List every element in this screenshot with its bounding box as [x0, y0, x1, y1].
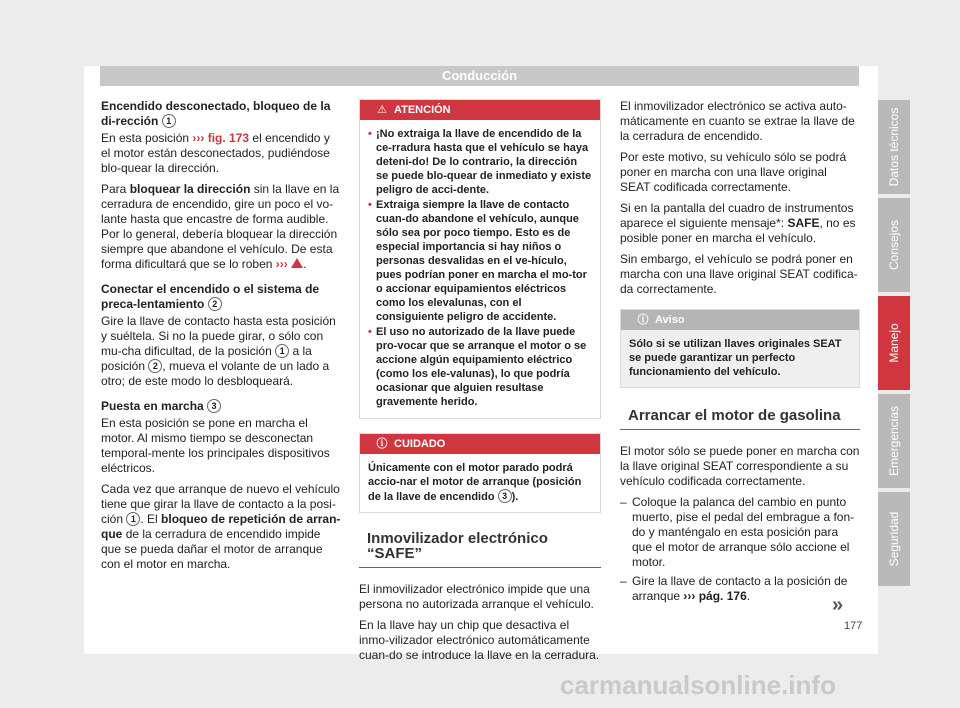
section-title-immobilizer: Inmovilizador electrónico “SAFE” — [359, 531, 601, 568]
caution-box-header: ⓘ CUIDADO — [360, 434, 600, 454]
list-item: – Coloque la palanca del cambio en punto muerto, pise el pedal del embrague a fon-do y manténgalo en esta posición para que el motor de arranque sólo accione el motor. — [620, 495, 855, 569]
tab-datos-tecnicos[interactable]: Datos técnicos — [878, 100, 910, 194]
position-marker-3: 3 — [498, 489, 512, 503]
tab-seguridad[interactable]: Seguridad — [878, 492, 910, 586]
section-title-gasoline-start: Arrancar el motor de gasolina — [620, 408, 860, 430]
paragraph: En esta posición ››› fig. 173 el encendido y el motor están desconectados, pudiéndose blo-quear la dirección. — [101, 131, 330, 175]
caution-box-body: Únicamente con el motor parado podrá accio-nar el motor de arranque (posición de la llave de encendido 3 ). — [368, 462, 582, 503]
watermark: carmanualsonline.info — [560, 670, 836, 700]
position-marker-2: 2 — [208, 297, 222, 311]
paragraph: En esta posición se pone en marcha el motor. Al mismo tiempo se desconectan temporal-mente los principales dispositivos eléctricos. — [101, 416, 330, 475]
chapter-header: Conducción — [100, 66, 859, 86]
figure-link[interactable]: ››› fig. 173 — [192, 131, 250, 145]
heading-ignition-on: Conectar el encendido o el sistema de preca-lentamiento 2 — [101, 282, 320, 311]
heading-ignition-off: Encendido desconectado, bloqueo de la di-rección 1 — [101, 99, 331, 128]
warning-box-header: ⚠ ATENCIÓN — [360, 100, 600, 120]
position-marker-1: 1 — [275, 344, 289, 358]
tab-consejos[interactable]: Consejos — [878, 198, 910, 292]
info-icon: ⓘ — [637, 314, 649, 326]
page-number: 177 — [844, 620, 863, 632]
column-right — [620, 99, 860, 604]
heading-start: Puesta en marcha 3 — [101, 399, 341, 414]
position-marker-1: 1 — [126, 512, 140, 526]
position-marker-2: 2 — [148, 359, 162, 373]
list-item: – Gire la llave de contacto a la posición de arranque ››› pág. 176. — [620, 574, 848, 603]
tab-manejo[interactable]: Manejo — [878, 296, 910, 390]
position-marker-3: 3 — [207, 399, 221, 413]
paragraph: Por este motivo, su vehículo sólo se podrá poner en marcha con una llave original SEAT codificada correctamente. — [620, 150, 847, 194]
paragraph: Para bloquear la dirección sin la llave en la cerradura de encendido, gire un poco el vo-lante hasta que encastre de forma audible. Por lo general, debería bloquear la dirección siempre que abandone el vehículo. De esta forma dificultará que se lo roben ››› . — [101, 182, 340, 271]
position-marker-1: 1 — [162, 114, 176, 128]
caution-circle-icon: ⓘ — [376, 438, 388, 450]
paragraph: El inmovilizador electrónico impide que una persona no autorizada arranque el vehículo. — [359, 582, 594, 611]
warning-box — [359, 99, 601, 419]
paragraph: Si en la pantalla del cuadro de instrumentos aparece el siguiente mensaje*: SAFE, no es posible poner en marcha el vehículo. — [620, 201, 856, 245]
notice-box — [620, 309, 860, 388]
column-left — [101, 99, 341, 578]
list-item: • ¡No extraiga la llave de encendido de la ce-rradura hasta que el vehículo se haya deteni-do! De lo contrario, la dirección se puede blo-quear de inmediato y existe peligro de acci-dente. — [368, 128, 592, 196]
warning-box-body — [360, 120, 600, 418]
list-item: • El uso no autorizado de la llave puede pro-vocar que se arranque el motor o se accione algún equipamiento eléctrico (como los ele-valunas), lo que podría ocasionar que alguien resultase gravemente herido. — [368, 326, 587, 408]
page-link[interactable]: ››› pág. 176 — [683, 589, 747, 603]
warning-link[interactable]: ››› — [275, 257, 288, 271]
notice-box-header: ⓘ Aviso — [621, 310, 859, 330]
paragraph: Sin embargo, el vehículo se podrá poner en marcha con una llave original SEAT codifica-da correctamente. — [620, 252, 858, 296]
paragraph: El motor sólo se puede poner en marcha con la llave original SEAT correspondiente a su vehículo codificada correctamente. — [620, 444, 860, 488]
paragraph: El inmovilizador electrónico se activa auto-máticamente en cuanto se extrae la llave de la cerradura de encendido. — [620, 99, 855, 143]
paragraph: Gire la llave de contacto hasta esta posición y suéltela. Si no la puede girar, o sólo con mu-cha dificultad, de la posición 1 a la posición 2 , mueva el volante de un lado a otro; de este modo lo desbloqueará. — [101, 314, 336, 388]
tab-emergencias[interactable]: Emergencias — [878, 394, 910, 488]
caution-box — [359, 433, 601, 513]
notice-box-body: Sólo si se utilizan llaves originales SEAT se puede garantizar un perfecto funcionamiento del vehículo. — [621, 330, 859, 387]
paragraph: Cada vez que arranque de nuevo el vehículo tiene que girar la llave de contacto a la posi-ción 1 . El bloqueo de repetición de arran-que de la cerradura de encendido impide que se pueda dañar el motor de arranque con el motor en marcha. — [101, 482, 341, 571]
column-middle — [359, 99, 601, 669]
continued-arrow-icon: » — [832, 594, 844, 616]
warning-triangle-icon: ⚠ — [377, 104, 387, 116]
warning-triangle-icon — [291, 258, 303, 268]
list-item: • Extraiga siempre la llave de contacto cuan-do abandone el vehículo, aunque sólo sea por poco tiempo. Esto es de especial importancia si hay niños o personas desvalidas en el ve-hículo, pues podrían poner en marcha el mo-tor o accionar equipamientos eléctricos como los elevalunas, con el consiguiente peligro de accidente. — [368, 199, 587, 323]
paragraph: En la llave hay un chip que desactiva el inmo-vilizador electrónico automáticamente cuan-do se introduce la llave en la cerradura. — [359, 618, 600, 662]
